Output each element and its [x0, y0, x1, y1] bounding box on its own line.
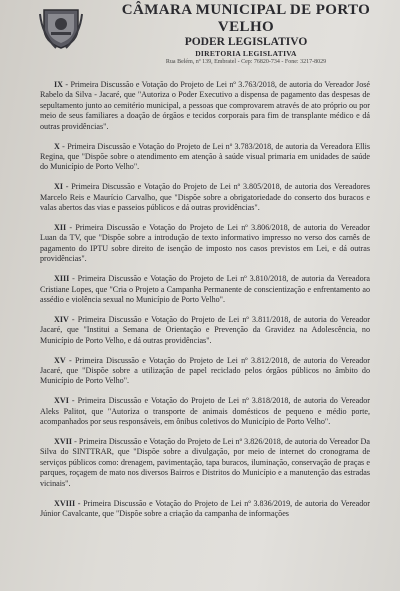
agenda-item: IX - Primeira Discussão e Votação do Projeto de Lei nº 3.763/2018, de autoria do Vereador José Rabelo da Silva - Jacaré, que "Autoriza o Poder Executivo a dispensa de pagamento das despesas de sepultamento junto ao cemitério municipal, a pessoas que comprovarem através de ato próprio ou por meio de seus familiares a doação de órgãos e tecidos corporais para fim de transplante médico e dá outras providências". [40, 80, 370, 131]
item-text: Primeira Discussão e Votação do Projeto de Lei nº 3.763/2018, de autoria do Vereador José Rabelo da Silva - Jacaré, que "Autoriza o Poder Executivo a dispensa de pagamento das despesas de sepultamento junto ao cemitério municipal, a pessoas que comprovarem através de ato próprio ou por meio de seus familiares a doação de órgãos e tecidos corporais para fim de transplante médico e dá outras providências". [40, 80, 370, 131]
item-text: Primeira Discussão e Votação do Projeto de Lei nº 3.812/2018, de autoria do Vereador Jacaré, que "Dispõe sobre a utilização de papel reciclado pelos órgãos públicos no âmbito do Município de Porto Velho". [40, 355, 370, 386]
address-line: Rua Belém, nº 139, Embratel - Cep: 76820-734 - Fone: 3217-8029 [165, 59, 327, 65]
coat-of-arms-seal-icon [38, 4, 84, 50]
item-text: Primeira Discussão e Votação do Projeto de Lei nº 3.836/2019, de autoria do Vereador Júnior Cavalcante, que "Dispõe sobre a criação da campanha de informações [40, 498, 370, 518]
agenda-item: XVII - Primeira Discussão e Votação do Projeto de Lei nº 3.826/2018, de autoria do Vereador Da Silva do SINTTRAR, que "Dispõe sobre a divulgação, por meio de internet do cronograma de serviços públicos como: drenagem, pavimentação, tapa buracos, iluminação, conservação de praças e parques, roçagem de mato nos diversos Bairros e Distritos do Município e a manutenção das estradas vicinais". [40, 436, 370, 488]
agenda-item: XIII - Primeira Discussão e Votação do Projeto de Lei nº 3.810/2018, de autoria da Vereadora Cristiane Lopes, que "Cria o Projeto a Campanha Permanente de conscientização e enfrentamento ao assédio e violência sexual no Município de Porto Velho". [40, 274, 370, 304]
item-text: Primeira Discussão e Votação do Projeto de Lei nº 3.810/2018, de autoria da Vereadora Cristiane Lopes, que "Cria o Projeto a Campanha Permanente de conscientização e enfrentamento ao assédio e violência sexual no Município de Porto Velho". [40, 274, 370, 304]
agenda-item: XV - Primeira Discussão e Votação do Projeto de Lei nº 3.812/2018, de autoria do Vereador Jacaré, que "Dispõe sobre a utilização de papel reciclado pelos órgãos públicos no âmbito do Município de Porto Velho". [40, 355, 370, 386]
institution-title: CÂMARA MUNICIPAL DE PORTO VELHO [121, 2, 371, 35]
item-number: XVII [54, 436, 72, 446]
item-number: XI [54, 182, 63, 192]
item-text: Primeira Discussão e Votação do Projeto de Lei nº 3.783/2018, de autoria da Vereadora Ellis Regina, que "Dispõe sobre o atendimento em atenção à saúde visual primaria em unidades de saúde do Município de Porto Velho". [40, 141, 370, 172]
agenda-item: XIV - Primeira Discussão e Votação do Projeto de Lei nº 3.811/2018, de autoria do Vereador Jacaré, que "Institui a Semana de Orientação e Prevenção da Gravidez na Adolescência, no Município de Porto Velho, e dá outras providências". [40, 314, 370, 345]
item-number: IX [54, 80, 63, 89]
item-text: Primeira Discussão e Votação do Projeto de Lei nº 3.805/2018, de autoria dos Vereadores Marcelo Reis e Maurício Carvalho, que "Dispõe sobre a obrigatoriedade do conserto dos buracos e valas abertos das vias e passeios públicos e dá outras providências". [40, 182, 370, 213]
agenda-list [40, 80, 370, 529]
letterhead-text [96, 2, 396, 67]
item-number: XIV [54, 314, 69, 324]
item-text: Primeira Discussão e Votação do Projeto de Lei nº 3.826/2018, de autoria do Vereador Da Silva do SINTTRAR, que "Dispõe sobre a divulgação, por meio de internet do cronograma de serviços públicos como: drenagem, pavimentação, tapa buracos, iluminação, conservação de praças e parques, roçagem de mato nos diversos Bairros e Distritos do Município e a manutenção das estradas vicinais". [40, 436, 370, 488]
item-text: Primeira Discussão e Votação do Projeto de Lei nº 3.806/2018, de autoria do Vereador Luan da TV, que "Dispõe sobre a introdução de texto informativo impresso no verso dos carnês de pagamento do IPTU sobre direito de isenção de imposto nos casos previstos em Lei, e dá outras providências". [40, 222, 370, 264]
item-number: XVI [54, 396, 69, 406]
agenda-item: X - Primeira Discussão e Votação do Projeto de Lei nº 3.783/2018, de autoria da Vereadora Ellis Regina, que "Dispõe sobre o atendimento em atenção à saúde visual primaria em unidades de saúde do Município de Porto Velho". [40, 141, 370, 172]
institution-subtitle: PODER LEGISLATIVO [184, 36, 308, 48]
agenda-item: XI - Primeira Discussão e Votação do Projeto de Lei nº 3.805/2018, de autoria dos Vereadores Marcelo Reis e Maurício Carvalho, que "Dispõe sobre a obrigatoriedade do conserto dos buracos e valas abertos das vias e passeios públicos e dá outras providências". [40, 182, 370, 213]
agenda-item: XII - Primeira Discussão e Votação do Projeto de Lei nº 3.806/2018, de autoria do Vereador Luan da TV, que "Dispõe sobre a introdução de texto informativo impresso no verso dos carnês de pagamento do IPTU sobre direito de isenção de imposto nos casos previstos em Lei, e dá outras providências". [40, 222, 370, 264]
letterhead [0, 0, 400, 78]
agenda-item: XVIII - Primeira Discussão e Votação do Projeto de Lei nº 3.836/2019, de autoria do Vereador Júnior Cavalcante, que "Dispõe sobre a criação da campanha de informações [40, 498, 370, 518]
item-number: XVIII [54, 498, 76, 508]
item-text: Primeira Discussão e Votação do Projeto de Lei nº 3.818/2018, de autoria do Vereador Aleks Palitot, que "Autoriza o transporte de animais domésticos de pequeno e médio porte, acompanhados por seus responsáveis, em ônibus coletivos do Município de Porto Velho". [40, 396, 370, 427]
item-text: Primeira Discussão e Votação do Projeto de Lei nº 3.811/2018, de autoria do Vereador Jacaré, que "Institui a Semana de Orientação e Prevenção da Gravidez na Adolescência, no Município de Porto Velho, e dá outras providências". [40, 314, 370, 345]
department-name: DIRETORIA LEGISLATIVA [195, 49, 297, 58]
item-number: XII [54, 222, 67, 232]
item-number: XIII [54, 274, 70, 284]
item-number: X [54, 141, 60, 151]
agenda-item: XVI - Primeira Discussão e Votação do Projeto de Lei nº 3.818/2018, de autoria do Vereador Aleks Palitot, que "Autoriza o transporte de animais domésticos de pequeno e médio porte, acompanhados por seus responsáveis, em ônibus coletivos do Município de Porto Velho". [40, 396, 370, 427]
item-number: XV [54, 355, 66, 365]
